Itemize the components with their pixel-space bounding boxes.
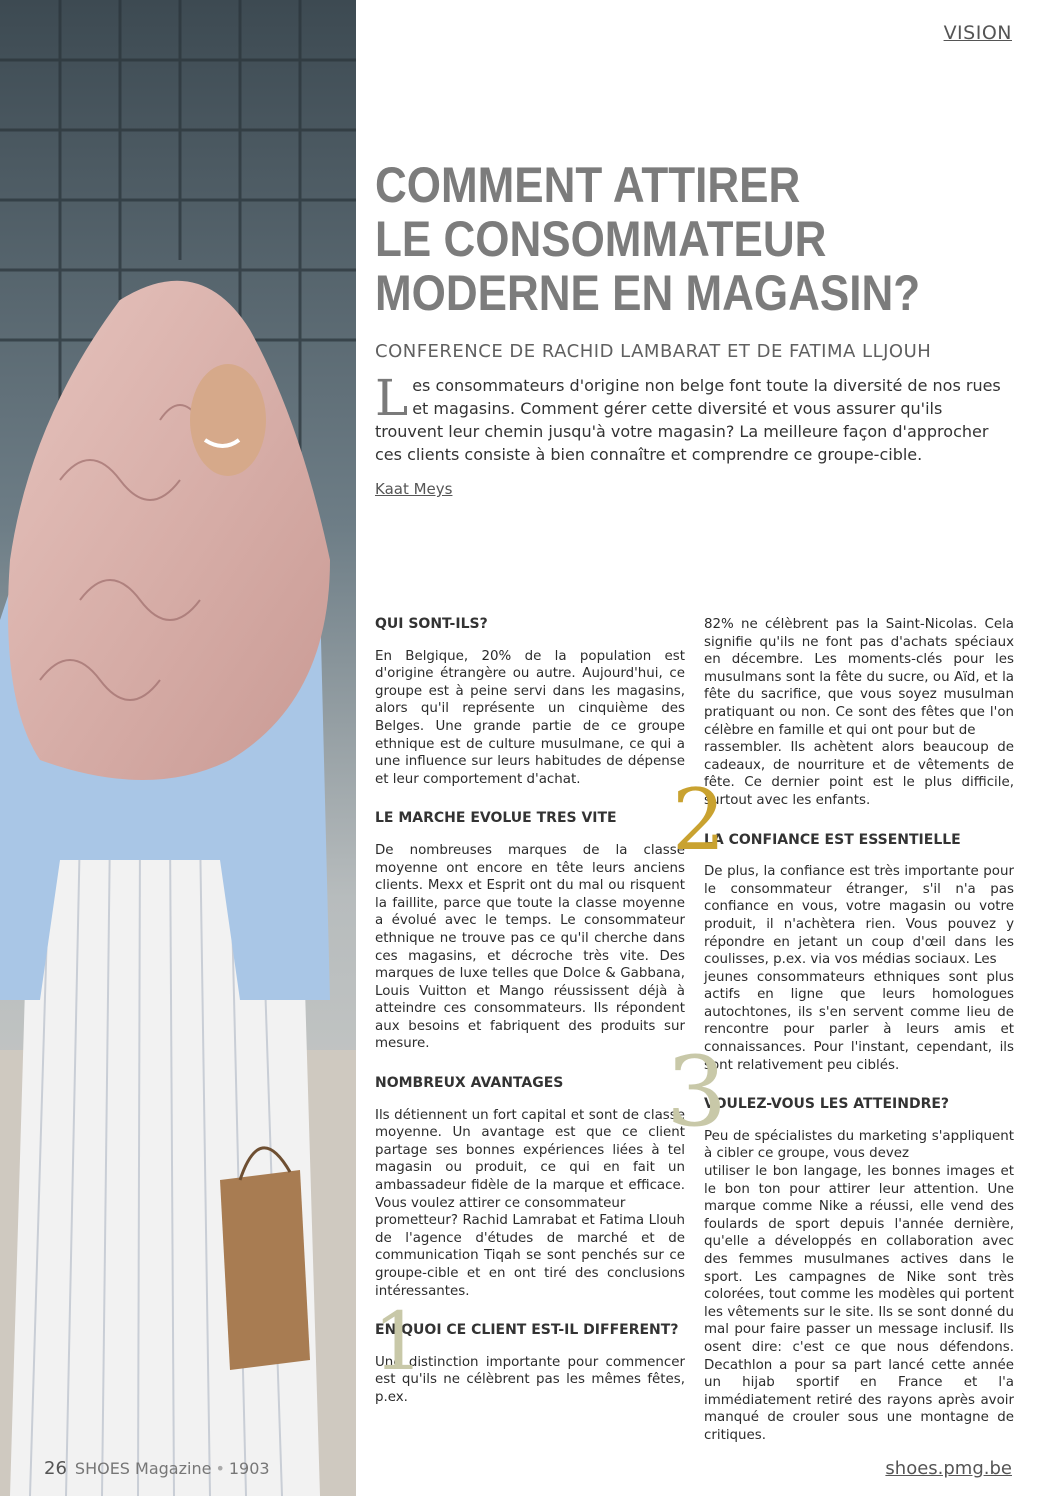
heading-confiance: LA CONFIANCE EST ESSENTIELLE: [704, 831, 961, 848]
heading-voulez-vous: VOULEZ-VOUS LES ATTEINDRE?: [704, 1096, 950, 1113]
paragraph-voulez-vous-a: Peu de spécialistes du marketing s'appliquent à cibler ce groupe, vous devez: [704, 1128, 1014, 1162]
headline-line-3: MODERNE EN MAGASIN?: [375, 265, 921, 321]
section-tag[interactable]: VISION: [943, 22, 1012, 44]
section-number-1: 1: [373, 1295, 424, 1388]
magazine-name: SHOES Magazine: [74, 1459, 212, 1478]
right-column: [704, 616, 1014, 1445]
issue-number: 1903: [228, 1459, 270, 1478]
intro-text: es consommateurs d'origine non belge font toute la diversité de nos rues et magasins. Comment gérer cette diversité et vous assurer qu'ils trouvent leur chemin jusqu'à votre magasin? La meilleure façon d'approcher ces clients consiste à bien connaître et comprendre ce groupe-cible.: [375, 376, 1001, 464]
website-link[interactable]: shoes.pmg.be: [885, 1458, 1012, 1479]
paragraph-confiance-a: De plus, la confiance est très importante pour le consommateur étranger, s'il n'a pas confiance en vous, votre magasin ou votre produit, il n'achètera rien. Vous pouvez y répondre en jetant un coup d'œil dans les coulisses, p.ex. via vos médias sociaux. Les: [704, 864, 1014, 968]
intro-dropcap: L: [375, 369, 409, 427]
headline-line-1: COMMENT ATTIRER: [375, 157, 801, 213]
paragraph-saint-nicolas-a: 82% ne célèbrent pas la Saint-Nicolas. Cela signifie qu'ils ne font pas d'achats spéciaux en décembre. Les moments-clés pour les musulmans sont la fête du sucre, ou Aïd, et la fête du sacrifice, que vous soyez musulman pratiquant ou non. Ce sont des fêtes que l'on célèbre en famille et qui ont pour but de: [704, 617, 1014, 738]
paragraph-avantages-a: Ils détiennent un fort capital et sont de classe moyenne. Un avantage est que ce client partage ses bonnes expériences liées à tel magasin ou produit, ce qui en fait un ambassadeur fidèle de la marque et efficace. Vous voulez attirer ce consommateur: [375, 1107, 685, 1211]
author-link[interactable]: Kaat Meys: [375, 480, 453, 498]
section-number-3: 3: [666, 1036, 728, 1148]
paragraph-avantages-b: prometteur? Rachid Lamrabat et Fatima Llouh de l'agence d'études de marché et de communication Tiqah se sont penchés sur ce groupe-cible et en ont tiré des conclusions intéressantes.: [375, 1213, 685, 1299]
cover-photo: [0, 0, 356, 1496]
heading-en-quoi-different: EN QUOI CE CLIENT EST-IL DIFFERENT?: [375, 1322, 679, 1339]
paragraph-marche-evolue: De nombreuses marques de la classe moyenne ont encore en tête leurs anciens clients. Mexx et Esprit ont du mal ou risquent la faillite, parce que toute la classe moyenne a évolué avec le temps. Le consommateur ethnique ne trouve pas ce qu'il cherche dans ces magasins, et décroche très vite. Des marques de luxe telles que Dolce & Gabbana, Louis Vuitton et Mango réussissent déjà à atteindre ces consommateurs. Ils répondent aux besoins et fabriquent des produits sur mesure.: [375, 842, 685, 1052]
heading-marche-evolue: LE MARCHE EVOLUE TRES VITE: [375, 810, 617, 827]
paragraph-saint-nicolas-b: rassembler. Ils achètent alors beaucoup de cadeaux, de nourriture et de vêtements de fête. Ce dernier point est le plus difficile, surtout avec les enfants.: [704, 740, 1014, 808]
left-column: [375, 616, 685, 1407]
headline: [375, 158, 956, 320]
paragraph-qui-sont-ils: En Belgique, 20% de la population est d'origine étrangère ou autre. Aujourd'hui, ce groupe est à peine servi dans les magasins, alors qu'il représente un cinquième des Belges. Une grande partie de ce groupe ethnique est de culture musulmane, ce qui a une influence sur leurs habitudes de dépense et leur comportement d'achat.: [375, 648, 685, 787]
section-number-2: 2: [672, 771, 726, 869]
heading-nombreux-avantages: NOMBREUX AVANTAGES: [375, 1075, 564, 1092]
paragraph-voulez-vous-b: utiliser le bon langage, les bonnes images et le bon ton pour attirer leur attention. Une marque comme Nike a réussi, elle vend des foulards de sport depuis l'année dernière, qu'elle a développés en collaboration avec des femmes musulmanes actives dans le sport. Les campagnes de Nike sont très colorées, tout comme les modèles qui portent les vêtements sur le site. Ils se sont donné du mal pour faire passer un message inclusif. Ils osent dire: c'est ce que nous défendons. Decathlon a pour sa part lancé cette année un hijab sportif en France et l'a immédiatement retiré des rayons après avoir manqué de crouler sous une montagne de critiques.: [704, 1164, 1014, 1443]
heading-qui-sont-ils: QUI SONT-ILS?: [375, 616, 488, 632]
headline-line-2: LE CONSOMMATEUR: [375, 211, 827, 267]
paragraph-confiance-b: jeunes consommateurs ethniques sont plus actifs en ligne que leurs homologues autochtones, ils s'en servent comme lieu de rencontre pour parler à leurs amis et connaissances. Pour l'instant, cependant, ils sont relativement peu ciblés.: [704, 969, 1014, 1073]
intro-paragraph: [375, 369, 1015, 466]
footer-separator: •: [215, 1459, 225, 1478]
subtitle: CONFERENCE DE RACHID LAMBARAT ET DE FATIMA LLJOUH: [375, 341, 932, 362]
footer-left: [44, 1458, 270, 1479]
page-number: 26: [44, 1458, 67, 1479]
paragraph-en-quoi-different: Une distinction importante pour commencer est qu'ils ne célèbrent pas les mêmes fêtes, p.ex.: [375, 1354, 685, 1405]
